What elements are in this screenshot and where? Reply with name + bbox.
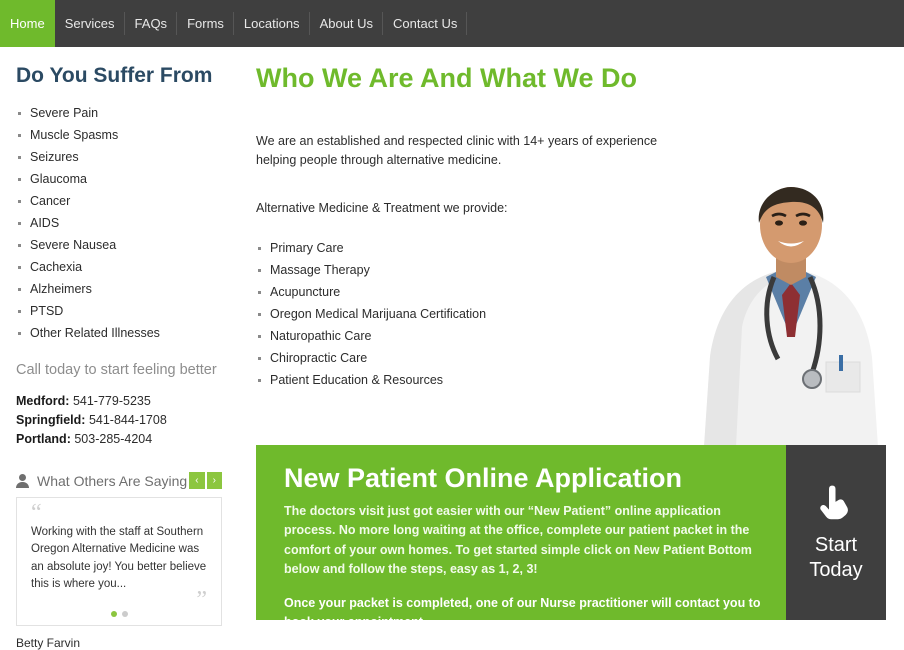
sidebar-title: Do You Suffer From	[16, 64, 213, 87]
phone-city-label: Medford:	[16, 394, 70, 409]
nav-item-forms[interactable]	[177, 0, 234, 47]
pagination-dot[interactable]	[122, 611, 128, 617]
list-item: Muscle Spasms	[16, 128, 222, 142]
testimonial-pagination	[31, 611, 207, 617]
nav-item-label: Home	[10, 16, 45, 31]
list-item: Seizures	[16, 150, 222, 164]
list-item: Glaucoma	[16, 172, 222, 186]
main-content	[240, 47, 904, 633]
list-item: AIDS	[16, 216, 222, 230]
promo-content	[256, 445, 786, 629]
phone-medford	[16, 394, 222, 408]
pagination-dot[interactable]	[111, 611, 117, 617]
start-today-button[interactable]	[786, 445, 886, 620]
phone-number[interactable]: 541-779-5235	[72, 394, 151, 409]
cta-line-1: Start	[814, 534, 858, 556]
list-item: Acupuncture	[256, 285, 886, 299]
phone-portland	[16, 432, 222, 446]
testimonial-text: Working with the staff at Southern Oregon Alternative Medicine was an absolute joy! You better believe this is where you...	[31, 526, 207, 590]
list-item: Severe Nausea	[16, 238, 222, 252]
list-item: Cancer	[16, 194, 222, 208]
nav-item-locations[interactable]	[234, 0, 310, 47]
start-today-label	[809, 533, 862, 583]
page-title: Who We Are And What We Do	[256, 63, 637, 93]
page-body	[0, 47, 904, 650]
call-today-text: Call today to start feeling better	[16, 362, 217, 379]
list-item: Chiropractic Care	[256, 351, 886, 365]
nav-item-label: Forms	[187, 16, 224, 31]
promo-body: The doctors visit just got easier with our “New Patient” online application process. No more long waiting at the office, complete our patient packet in the comfort of your own homes. To get started simple click on New Patient Bottom below and follow the steps, easy as 1, 2, 3!	[284, 504, 752, 577]
nav-item-home[interactable]	[0, 0, 55, 47]
phone-city-label: Springfield:	[16, 413, 86, 428]
list-item: Patient Education & Resources	[256, 373, 886, 387]
doctor-photo	[696, 177, 886, 447]
cta-line-2: Today	[809, 559, 863, 581]
promo-banner	[256, 445, 886, 629]
list-item: Severe Pain	[16, 106, 222, 120]
services-intro-label: Alternative Medicine & Treatment we provide:	[256, 200, 508, 215]
intro-paragraph: We are an established and respected clinic with 14+ years of experience helping people through alternative medicine.	[256, 134, 658, 168]
testimonial-next-button[interactable]: ›	[207, 472, 222, 489]
nav-item-label: About Us	[319, 16, 374, 31]
phone-number[interactable]: 541-844-1708	[88, 413, 167, 428]
symptom-list	[16, 106, 222, 340]
nav-item-contact-us[interactable]	[383, 0, 467, 47]
nav-item-services[interactable]	[55, 0, 125, 47]
sidebar	[0, 47, 240, 650]
list-item: PTSD	[16, 304, 222, 318]
list-item: Primary Care	[256, 241, 886, 255]
promo-body-secondary: Once your packet is completed, one of our Nurse practitioner will contact you to book your appointment.	[284, 595, 761, 629]
promo-title: New Patient Online Application	[284, 463, 683, 493]
person-icon	[16, 474, 30, 488]
phone-springfield	[16, 413, 222, 427]
nav-item-label: Services	[64, 16, 115, 31]
nav-spacer	[467, 0, 904, 47]
list-item: Massage Therapy	[256, 263, 886, 277]
phone-city-label: Portland:	[16, 432, 71, 447]
nav-item-label: FAQs	[134, 16, 168, 31]
quote-open-mark: “	[31, 500, 42, 527]
testimonials-header	[16, 472, 222, 489]
nav-item-label: Contact Us	[393, 16, 458, 31]
main-navigation	[0, 0, 904, 47]
nav-item-label: Locations	[243, 16, 300, 31]
testimonial-prev-button[interactable]: ‹	[189, 472, 204, 489]
phone-number[interactable]: 503-285-4204	[74, 432, 153, 447]
list-item: Other Related Illnesses	[16, 326, 222, 340]
nav-item-faqs[interactable]	[125, 0, 178, 47]
testimonial-card	[16, 497, 222, 626]
quote-close-mark: ”	[196, 587, 207, 614]
list-item: Oregon Medical Marijuana Certification	[256, 307, 886, 321]
nav-item-about-us[interactable]	[310, 0, 383, 47]
pointing-hand-icon	[819, 482, 853, 527]
list-item: Alzheimers	[16, 282, 222, 296]
list-item: Cachexia	[16, 260, 222, 274]
testimonials-title: What Others Are Saying	[37, 472, 188, 489]
list-item: Naturopathic Care	[256, 329, 886, 343]
testimonial-author: Betty Farvin	[16, 636, 81, 650]
